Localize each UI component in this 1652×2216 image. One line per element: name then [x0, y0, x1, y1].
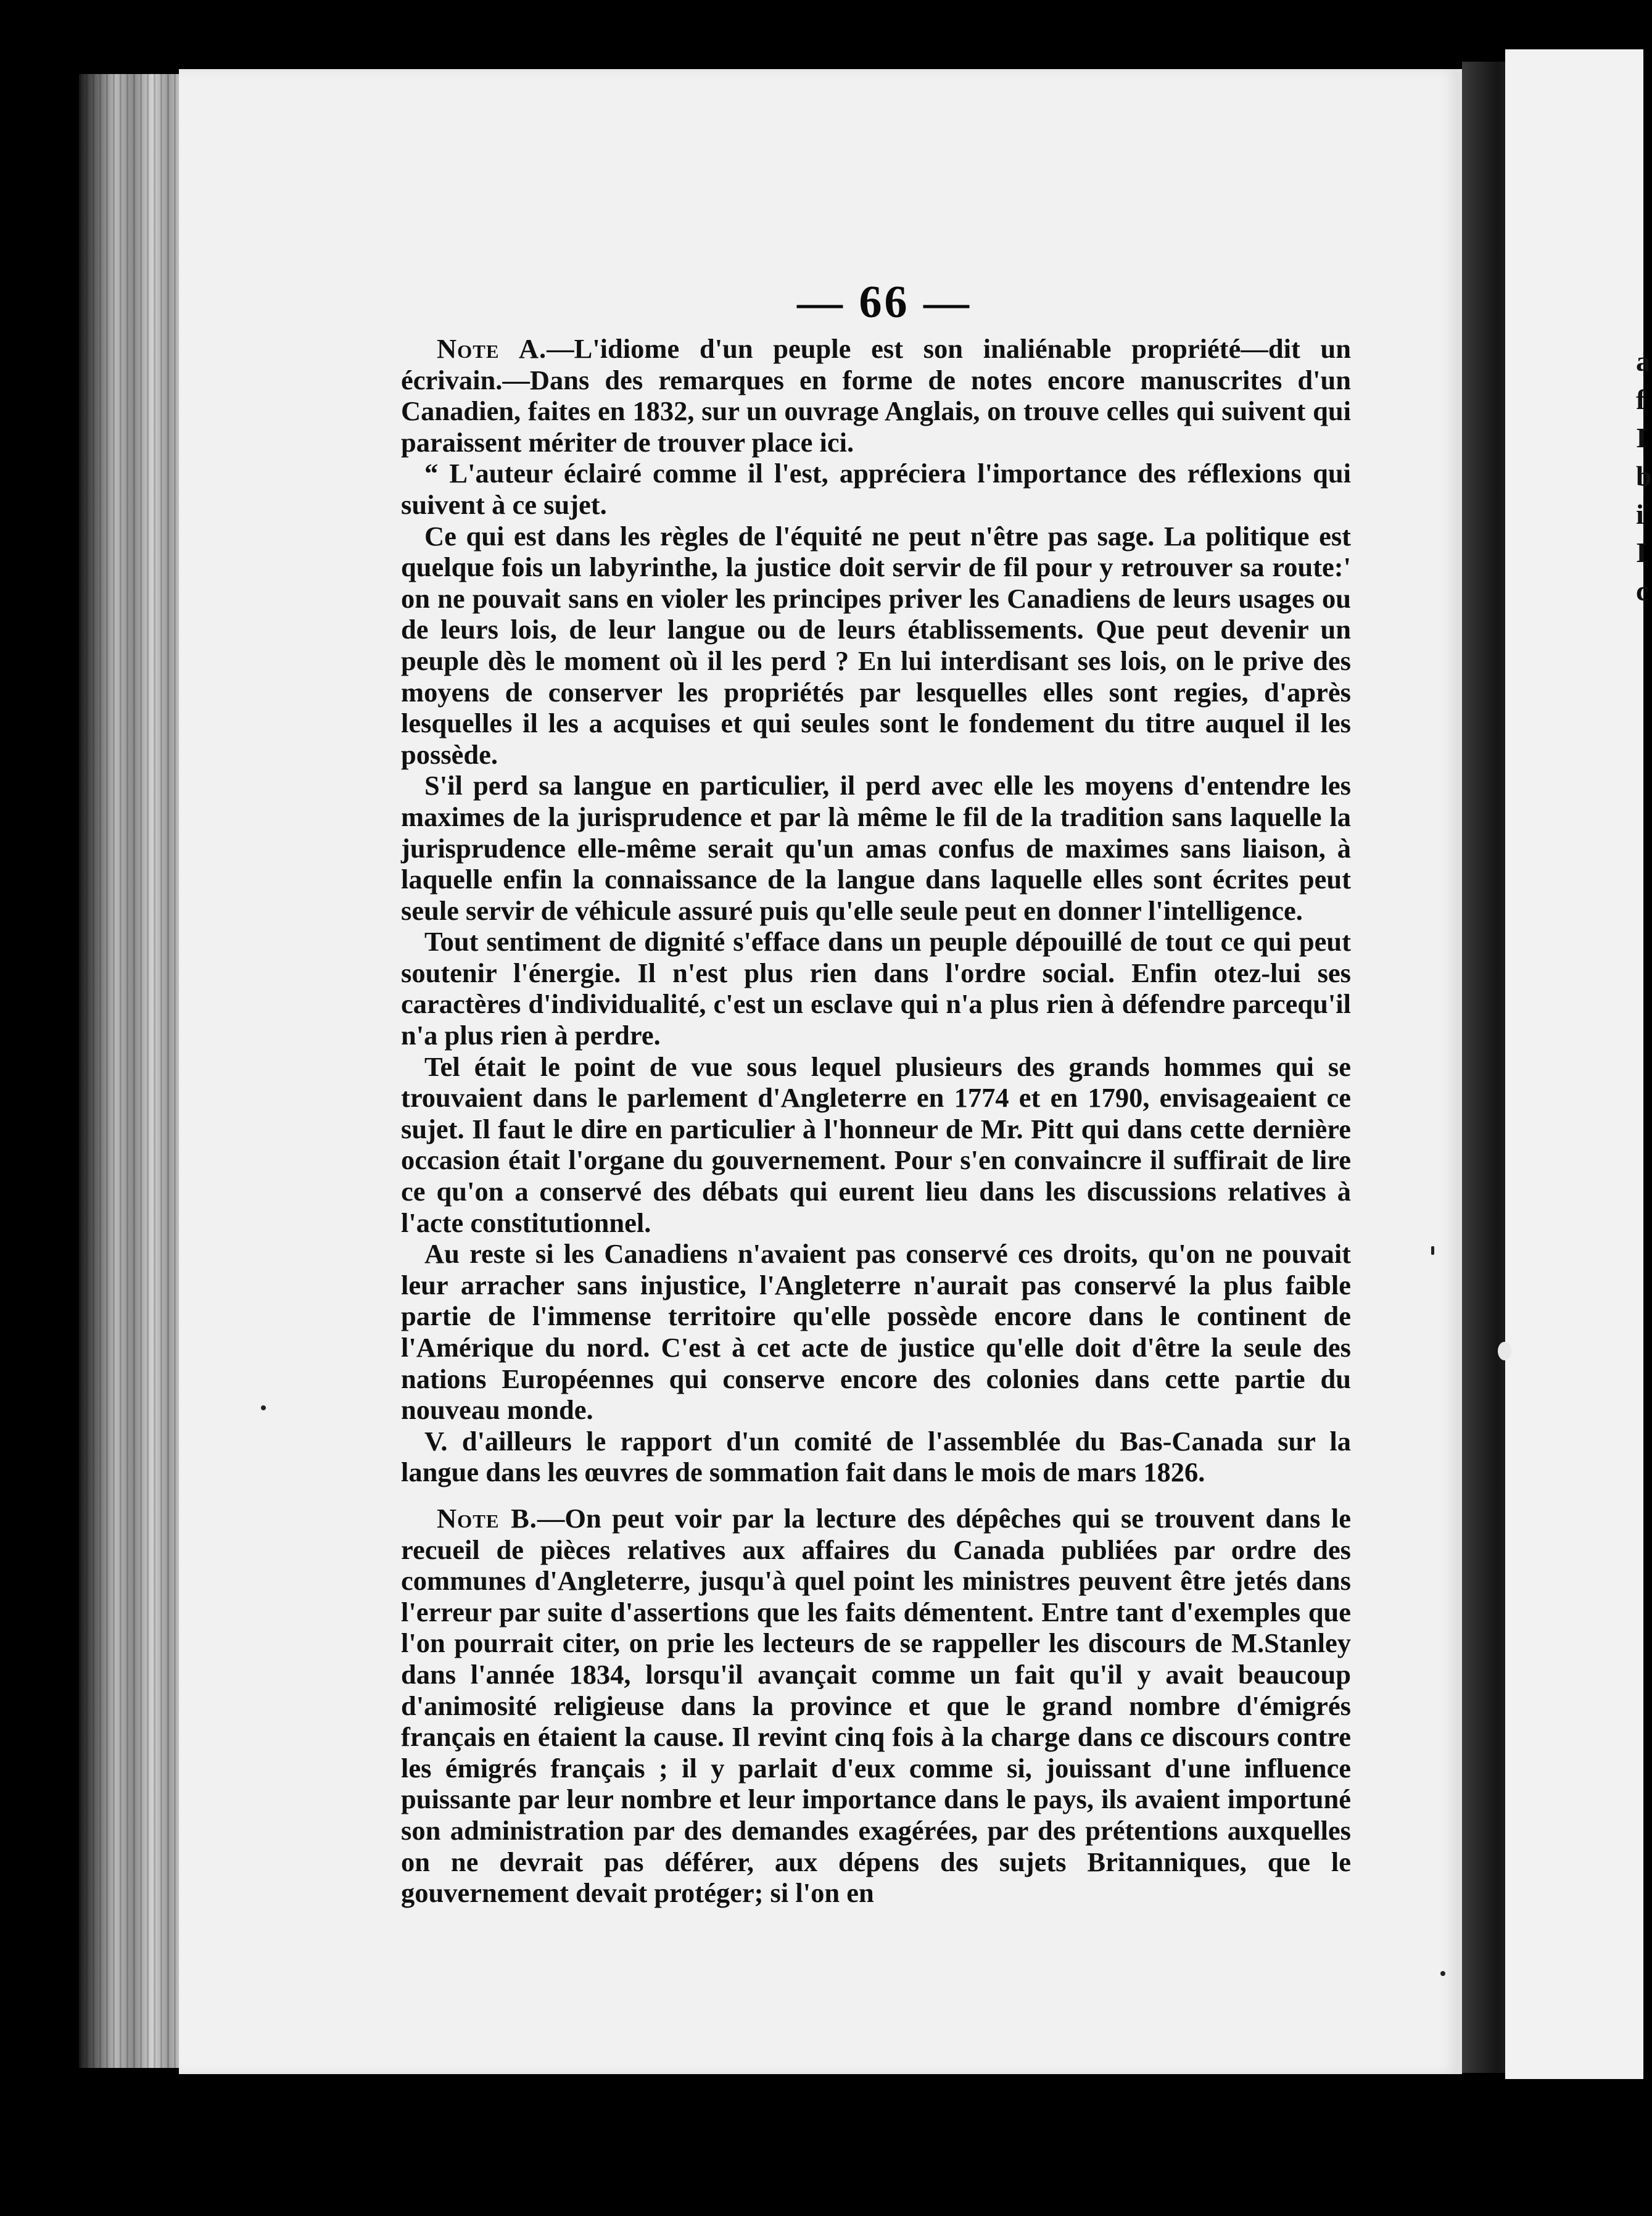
page-number: — 66 — — [797, 277, 972, 328]
note-a-label: Note A. — [437, 333, 547, 364]
note-a-paragraph-6: Tel était le point de vue sous lequel plusieurs des grands hommes qui se trouvaient dans le parlement d'Angleterre en 1774 et en 1790, envisageaient ce sujet. Il faut le dire en particulier à l'honneur de Mr. Pitt qui dans cette dernière occasion était l'organe du gouvernement. Pour s'en convaincre il suffirait de lire ce qu'on a conservé des débats qui eurent lieu dans les discussions relatives à l'acte constitutionnel. — [401, 1051, 1351, 1238]
paper-tear — [1498, 1342, 1511, 1360]
ink-speck — [1431, 1246, 1434, 1255]
ink-speck — [261, 1405, 266, 1410]
ink-speck — [1440, 1971, 1445, 1976]
note-a-paragraph-2: “ L'auteur éclairé comme il l'est, appréciera l'importance des réflexions qui suivent à ce sujet. — [401, 458, 1351, 520]
note-a-paragraph-4: S'il perd sa langue en particulier, il perd avec elle les moyens d'entendre les maximes de la jurisprudence et par là même le fil de la tradition sans laquelle la jurisprudence elle-même serait qu'un amas confus de maximes sans liaison, à laquelle enfin la connaissance de la langue dans laquelle elles sont écrites peut seule servir de véhicule assuré puis qu'elle seule peut en donner l'intelligence. — [401, 770, 1351, 926]
book-binding — [79, 74, 184, 2068]
note-separator-space — [401, 1488, 1351, 1503]
note-a-paragraph-5: Tout sentiment de dignité s'efface dans un peuple dépouillé de tout ce qui peut soutenir l'énergie. Il n'est plus rien dans l'ordre social. Enfin otez-lui ses caractères d'individualité, c'est un esclave qui n'a plus rien à défendre parcequ'il n'a plus rien à perdre. — [401, 926, 1351, 1051]
note-a-paragraph-8: V. d'ailleurs le rapport d'un comité de l'assemblée du Bas-Canada sur la langue dans les œuvres de sommation fait dans le mois de mars 1826. — [401, 1425, 1351, 1488]
note-a-paragraph-7: Au reste si les Canadiens n'avaient pas conservé ces droits, qu'on ne pouvait leur arracher sans injustice, l'Angleterre n'aurait pas conservé la plus faible partie de l'immense territoire qu'elle possède encore dans le continent de l'Amérique du nord. C'est à cet acte de justice qu'elle doit d'être la seule des nations Européennes qui conserve encore des colonies dans cette partie du nouveau monde. — [401, 1238, 1351, 1426]
note-a-paragraph-1 — [401, 333, 1351, 458]
note-b-paragraph-1 — [401, 1503, 1351, 1909]
facing-page-glyphs: a f I b i I c — [1636, 345, 1652, 606]
note-b-label: Note B. — [437, 1502, 537, 1534]
facing-page-edge — [1505, 49, 1643, 2079]
page-body — [401, 333, 1351, 1909]
note-b-p1-text: —On peut voir par la lecture des dépêches qui se trouvent dans le recueil de pièces relatives aux affaires du Canada publiées par ordre des communes d'Angleterre, jusqu'à quel point les ministres peuvent être jetés dans l'erreur par suite d'assertions que les faits démentent. Entre tant d'exemples que l'on pourrait citer, on prie les lecteurs de se rappeller les discours de M.Stanley dans l'année 1834, lorsqu'il avançait comme un fait qu'il y avait beaucoup d'animosité religieuse dans la province et que le grand nombre d'émigrés français en étaient la cause. Il revint cinq fois à la charge dans ce discours contre les émigrés français ; il y parlait d'eux comme si, jouissant d'une influence puissante par leur nombre et leur importance dans le pays, ils avaient importuné son administration par des demandes exagérées, par des prétentions auxquelles on ne devrait pas déférer, aux dépens des sujets Britanniques, que le gouvernement devait protéger; si l'on en — [401, 1502, 1351, 1909]
note-a-p1-text: —L'idiome d'un peuple est son inaliénable propriété—dit un écrivain.—Dans des remarques en forme de notes encore manuscrites d'un Canadien, faites en 1832, sur un ouvrage Anglais, on trouve celles qui suivent qui paraissent mériter de trouver place ici. — [401, 333, 1351, 458]
note-a-paragraph-3: Ce qui est dans les règles de l'équité ne peut n'être pas sage. La politique est quelque fois un labyrinthe, la justice doit servir de fil pour y retrouver sa route:' on ne pouvait sans en violer les principes priver les Canadiens de leurs usages ou de leurs lois, de leur langue ou de leurs établissements. Que peut devenir un peuple dès le moment où il les perd ? En lui interdisant ses lois, on le prive des moyens de conserver les propriétés par lesquelles elles sont regies, d'après lesquelles il les a acquises et qui seules sont le fondement du titre auquel il les possède. — [401, 520, 1351, 770]
